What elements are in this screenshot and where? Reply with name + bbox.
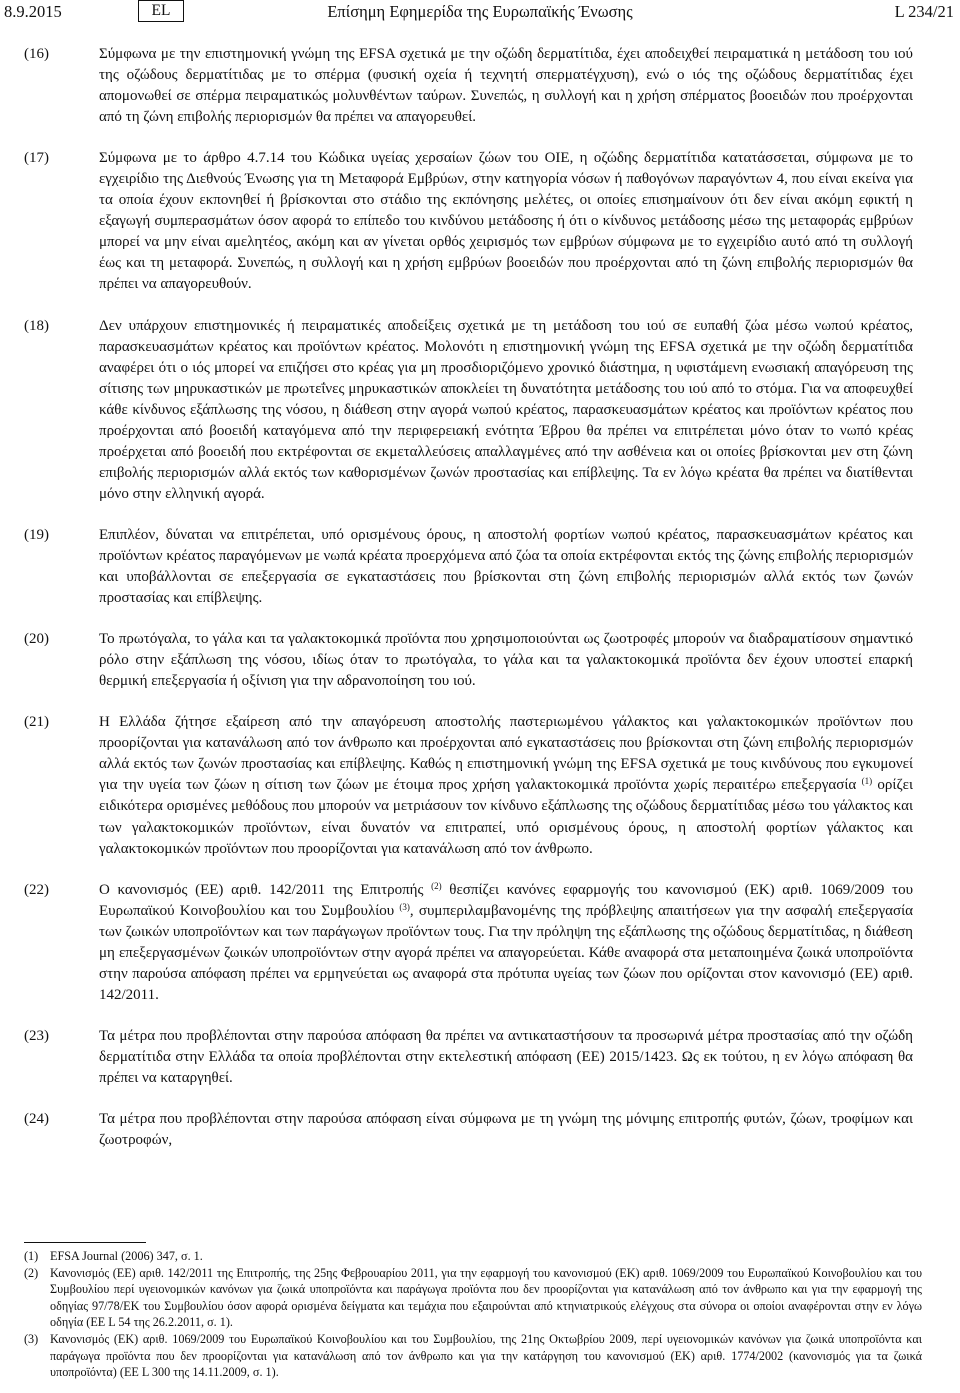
recital-21 (0, 712, 960, 859)
page-reference: L 234/21 (894, 2, 954, 21)
footnote-text: Κανονισμός (ΕΕ) αριθ. 142/2011 της Επιτροπής, της 25ης Φεβρουαρίου 2011, για την εφαρμογή του κανονισμού (ΕΚ) αριθ. 1069/2009 του Ευρωπαϊκού Κοινοβουλίου και του Συμβουλίου περί υγειονομικών κανόνων για ζωικά υποπροϊόντα και παράγωγα προϊόντα που δεν προορίζονται για κατανάλωση από τον άνθρωπο και για την εφαρμογή της οδηγίας 97/78/ΕΚ του Συμβουλίου όσον αφορά ορισμένα δείγματα και τεμάχια που εξαιρούνται από κτηνιατρικούς ελέγχους στα σύνορα οι οποίοι αναφέρονται στην εν λόγω οδηγία (ΕΕ L 54 της 26.2.2011, σ. 1). (50, 1265, 922, 1330)
recital-number: (23) (24, 1027, 49, 1044)
footnote-3 (0, 1331, 960, 1381)
page-header (0, 0, 960, 26)
recital-number: (18) (24, 317, 49, 334)
recital-number: (20) (24, 631, 49, 648)
footnotes (0, 1248, 960, 1381)
recital-text-part: Η Ελλάδα ζήτησε εξαίρεση από την απαγόρευση αποστολής παστεριωμένου γάλακτος και γαλακτοκομικών προϊόντων που προορίζονται για κατανάλωση από τον άνθρωπο και προέρχονται από εγκαταστάσεις που βρίσκονται στη ζώνη επιβολής περιορισμών αλλά εκτός των ζωνών προστασίας και επίβλεψης. Καθώς η επιστημονική γνώμη της EFSA σχετικά με τους κινδύνους που εγκυμονεί για την υγεία των ζώων η σίτιση των ζώων με έτοιμα προς χρήση γαλακτοκομικά προϊόντα χωρίς περαιτέρω επεξεργασία (99, 714, 913, 794)
recital-text: Σύμφωνα με την επιστημονική γνώμη της EFSA σχετικά με την οζώδη δερματίτιδα, έχει αποδειχθεί πειραματικά η μετάδοση του ιού της οζώδους δερματίτιδας με το σπέρμα (φυσική οχεία ή τεχνητή σπερματέγχυση), ενώ ο ιός της οζώδους δερματίτιδας έχει απομονωθεί σε σπέρμα πειραματικώς μολυνθέντων ταύρων. Συνεπώς, η συλλογή και η χρήση σπέρματος βοοειδών που προέρχονται από τη ζώνη επιβολής περιορισμών θα πρέπει να απαγορευθεί. (99, 46, 913, 126)
recital-text: Τα μέτρα που προβλέπονται στην παρούσα απόφαση είναι σύμφωνα με τη γνώμη της μόνιμης επιτροπής φυτών, ζώων, τροφίμων και ζωοτροφών, (99, 1111, 913, 1149)
recital-text: Σύμφωνα με το άρθρο 4.7.14 του Κώδικα υγείας χερσαίων ζώων του OIE, η οζώδης δερματίτιδα κατατάσσεται, σύμφωνα με το εγχειρίδιο της Διεθνούς Ένωσης για τη Μεταφορά Εμβρύων, στην κατηγορία νόσων ή παθογόνων παραγόντων 4, που είναι εκείνα για τα οποία έχουν εκπονηθεί ή βρίσκονται στο στάδιο της εκπόνησης μελέτες, οι οποίες επισημαίνουν ότι δεν είναι ακόμη εφικτή η εξαγωγή συμπερασμάτων όσον αφορά το επίπεδο του κινδύνου μετάδοσης ή ότι ο κίνδυνος μετάδοσης μέσω της μεταφοράς εμβρύων μπορεί να μην είναι αμελητέος, ακόμη και αν γίνεται ορθός χειρισμός των εμβρύων σύμφωνα με το εγχειρίδιο αυτό από τη συλλογή έως και τη μεταφορά. Συνεπώς, η συλλογή και η χρήση εμβρύων βοοειδών που προέρχονται από τη ζώνη επιβολής περιορισμών θα πρέπει να απαγορευθούν. (99, 150, 913, 293)
footnote-mark: (1) (24, 1249, 39, 1263)
footnote-mark: (3) (24, 1331, 39, 1346)
recital-text (99, 880, 913, 1006)
footnote-divider (24, 1242, 146, 1243)
recital-19 (0, 525, 960, 609)
recital-22 (0, 880, 960, 1006)
recital-number: (21) (24, 714, 49, 731)
journal-title: Επίσημη Εφημερίδα της Ευρωπαϊκής Ένωσης (327, 2, 633, 21)
recital-text-part: Ο κανονισμός (ΕΕ) αριθ. 142/2011 της Επιτροπής (99, 881, 432, 898)
recital-number: (22) (24, 881, 49, 898)
recital-text: Επιπλέον, δύναται να επιτρέπεται, υπό ορισμένους όρους, η αποστολή φορτίων νωπού κρέατος, παρασκευασμάτων κρέατος και προϊόντων κρέατος παραγόμενων με νωπά κρέατα προερχόμενα από ζώα τα οποία εκτρέφονται εκτός της ζώνης επιβολής περιορισμών και υποβάλλονται σε επεξεργασία σε εγκαταστάσεις που βρίσκονται στη ζώνη επιβολής περιορισμών αλλά εκτός των ζωνών προστασίας και επίβλεψης. (99, 526, 913, 607)
recital-text-part: θεσπίζει κανόνες εφαρμογής του κανονισμού (ΕΚ) αριθ. 1069/2009 του Ευρωπαϊκού Κοινοβουλίου και του Συμβουλίου (99, 881, 914, 919)
footnote-ref-3[interactable]: (3) (399, 901, 410, 912)
recital-number: (17) (24, 150, 49, 167)
footnote-ref-2[interactable]: (2) (431, 880, 442, 891)
recital-17 (0, 148, 960, 295)
recital-16 (0, 44, 960, 128)
footnote-1 (0, 1248, 960, 1265)
recital-text: Το πρωτόγαλα, το γάλα και τα γαλακτοκομικά προϊόντα που χρησιμοποιούνται ως ζωοτροφές μπορούν να διαδραματίσουν σημαντικό ρόλο στην εξάπλωση της νόσου, ιδίως όταν το πρωτόγαλα, το γάλα και τα γαλακτοκομικά προϊόντα δεν έχουν υποστεί επαρκή θερμική επεξεργασία ή οξίνιση για την αδρανοποίηση του ιού. (99, 631, 913, 690)
language-badge: EL (138, 0, 184, 22)
recital-24 (0, 1109, 960, 1151)
footnote-text: Κανονισμός (ΕΚ) αριθ. 1069/2009 του Ευρωπαϊκού Κοινοβουλίου και του Συμβουλίου, της 21ης Οκτωβρίου 2009, περί υγειονομικών κανόνων για ζωικά υποπροϊόντα και παράγωγα προϊόντα που δεν προορίζονται για κατανάλωση από τον άνθρωπο και για την κατάργηση του κανονισμού (ΕΚ) αριθ. 1774/2002 (κανονισμός για τα ζωικά υποπροϊόντα) (ΕΕ L 300 της 14.11.2009, σ. 1). (50, 1331, 922, 1380)
recital-number: (24) (24, 1111, 49, 1128)
footnote-text: EFSA Journal (2006) 347, σ. 1. (50, 1249, 203, 1263)
recital-text-part: , συμπεριλαμβανομένης της πρόβλεψης απαιτήσεων για την ασφαλή επεξεργασία των ζωικών υποπροϊόντων και των παράγωγων προϊόντων τους. Για την πρόληψη της εξάπλωσης της οζώδους δερματίτιδας, η διάθεση μη επεξεργασμένων ζωικών υποπροϊόντων στην αγορά πρέπει να απαγορεύεται. Κάθε αναφορά στα μεταποιημένα ζωικά υποπροϊόντα στην παρούσα απόφαση πρέπει να ερμηνεύεται ως αναφορά στα πρότυπα υγείας των ζώων που ορίζονται στον κανονισμό (ΕΕ) αριθ. 142/2011. (99, 902, 913, 1003)
recital-text: Δεν υπάρχουν επιστημονικές ή πειραματικές αποδείξεις σχετικά με τη μετάδοση του ιού σε ευπαθή ζώα μέσω νωπού κρέατος, παρασκευασμάτων κρέατος και προϊόντων κρέατος. Μολονότι η επιστημονική γνώμη της EFSA σχετικά με την οζώδη δερματίτιδα αναφέρει ότι ο ιός μπορεί να επιζήσει στο κρέας για μη προσδιοριζόμενο χρονικό διάστημα, η υφιστάμενη ενωσιακή απαγόρευση της σίτισης των μηρυκαστικών με πρωτεΐνες μηρυκαστικών αποκλείει τη δυνατότητα μετάδοσης του ιού από το στόμα. Για να αποφευχθεί κάθε κίνδυνος εξάπλωσης της νόσου, η διάθεση στην αγορά νωπού κρέατος, παρασκευασμάτων κρέατος και προϊόντων κρέατος που προέρχονται από βοοειδή καταγόμενα από την περιφερειακή ενότητα Έβρου θα πρέπει να επιτρέπεται μόνο όταν το νωπό κρέας προέρχεται από βοοειδή που εκτρέφονται σε εκμεταλλεύσεις απαλλαγμένες από την ασθένεια και οι οποίες βρίσκονται μεν στη ζώνη επιβολής περιορισμών αλλά εκτός των καθορισμένων ζωνών προστασίας και επίβλεψης. Τα εν λόγω κρέατα θα πρέπει να διατίθενται μόνο στην ελληνική αγορά. (99, 317, 913, 502)
recital-18 (0, 316, 960, 505)
recitals-list (0, 44, 960, 1171)
recital-number: (19) (24, 526, 49, 543)
footnote-mark: (2) (24, 1265, 39, 1280)
recital-text-part: ορίζει ειδικότερα ορισμένες μεθόδους που μπορούν να μετριάσουν τον κίνδυνο εξάπλωσης της οζώδους δερματίτιδας μέσω του γάλακτος και των γαλακτοκομικών προϊόντων, είναι δυνατόν να επιτραπεί, υπό ορισμένους όρους, η αποστολή φορτίων γάλακτος και γαλακτοκομικών προϊόντων που προορίζονται για κατανάλωση από τον άνθρωπο. (99, 777, 913, 857)
recital-number: (16) (24, 46, 49, 62)
recital-text (99, 712, 913, 859)
recital-23 (0, 1026, 960, 1089)
recital-20 (0, 629, 960, 692)
footnote-2 (0, 1265, 960, 1331)
footnote-ref-1[interactable]: (1) (861, 776, 873, 787)
recital-text: Τα μέτρα που προβλέπονται στην παρούσα απόφαση θα πρέπει να αντικαταστήσουν τα προσωρινά μέτρα προστασίας από την οζώδη δερματίτιδα στην Ελλάδα τα οποία προβλέπονται στην εκτελεστική απόφαση (ΕΕ) 2015/1423. Ως εκ τούτου, η εν λόγω απόφαση θα πρέπει να καταργηθεί. (99, 1027, 913, 1086)
publication-date: 8.9.2015 (4, 2, 62, 21)
